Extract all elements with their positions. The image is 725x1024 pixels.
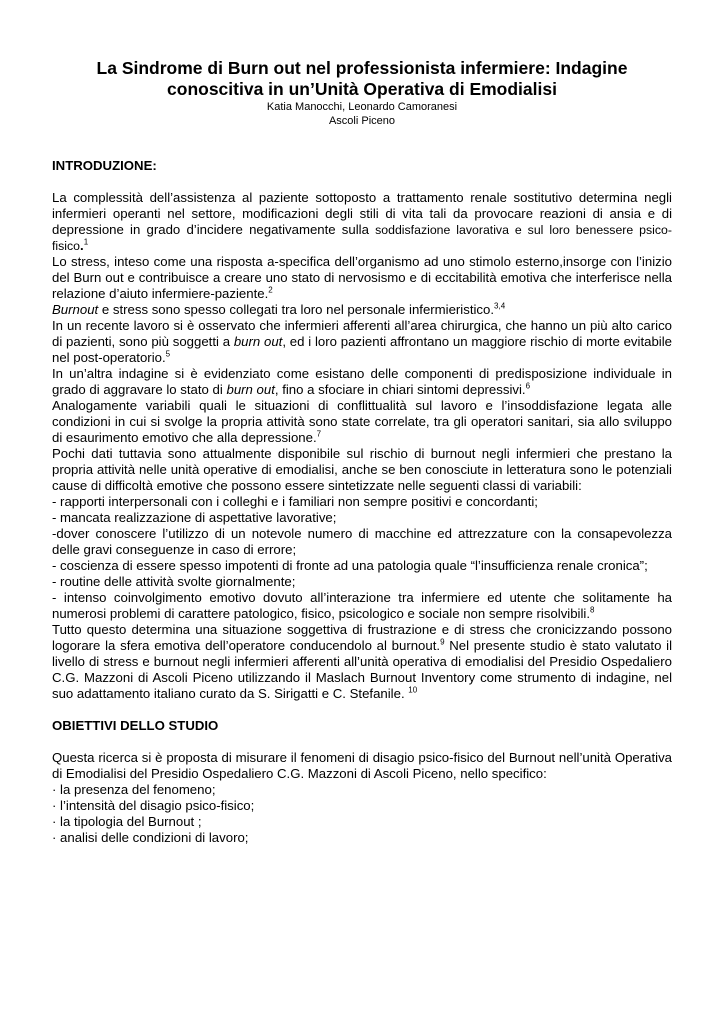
affiliation: Ascoli Piceno [328, 115, 396, 127]
citation-5: 5 [165, 349, 171, 359]
intro-paragraph-1: La complessità dell’assistenza al paziente sottoposto a trattamento renale sostitutivo determina negli infermieri operanti nel settore, modificazioni degli stili di vita tali da provocare reazioni di ansia e di depressione in grado d’incidere negativamente sulla soddisfazione lavorativa e sul loro benessere psico-fisico.$^1$ [52, 190, 672, 253]
section-heading-introduzione: INTRODUZIONE: [52, 158, 157, 173]
title-line-2: conoscitiva in un’Unità Operativa di Emodialisi [167, 79, 557, 99]
variable-list-item-2: - mancata realizzazione di aspettative lavorative; [52, 510, 337, 525]
citation-2: 2 [268, 285, 273, 295]
document-page [52, 58, 672, 846]
citation-6: 6 [525, 381, 531, 391]
citation-10: 10 [408, 685, 418, 695]
intro-paragraph-5: In un’altra indagine si è evidenziato come esistano delle componenti di predisposizione individuale in grado di aggravare lo stato di burn out, fino a sfociare in chiari sintomi depressivi.$^6$ [52, 366, 672, 397]
obiettivi-list [52, 782, 672, 846]
paper-title [52, 58, 672, 100]
intro-paragraph-3: Burnout e stress sono spesso collegati tra loro nel personale infermieristico.$^{3,4}$ [52, 301, 506, 317]
variable-list-item-3: -dover conoscere l’utilizzo di un notevole numero di macchine ed attrezzature con la consapevolezza delle gravi conseguenze in caso di errore; [52, 526, 672, 557]
authors: Katia Manocchi, Leonardo Camoranesi [266, 101, 458, 113]
citation-3-4: 3,4 [494, 301, 506, 311]
citation-1: 1 [83, 237, 89, 247]
citation-7: 7 [316, 429, 322, 439]
intro-paragraph-4: In un recente lavoro si è osservato che infermieri afferenti all’area chirurgica, che hanno un più alto carico di pazienti, sono più soggetti a burn out, ed i loro pazienti affrontano un maggiore rischio di morte evitabile nel post-operatorio.$^5$ [52, 318, 672, 365]
intro-paragraph-6: Analogamente variabili quali le situazioni di conflittualità sul lavoro e l’insoddisfazione legata alle condizioni in cui si svolge la propria attività sono state correlate, tra gli operatori sanitari, sia allo sviluppo di esaurimento emotivo che alla depressione.$^7$ [52, 398, 672, 445]
obiettivi-paragraph: Questa ricerca si è proposta di misurare il fenomeni di disagio psico-fisico del Burnout nell’unità Operativa di Emodialisi del Presidio Ospedaliero C.G. Mazzoni di Ascoli Piceno, nello specifico: [52, 750, 672, 781]
variable-list-item-6: - intenso coinvolgimento emotivo dovuto all’interazione tra infermiere ed utente che solitamente ha numerosi problemi di carattere patologico, fisico, psicologico e sociale non sempre risolvibili.$^8$ [52, 590, 672, 621]
intro-paragraph-8: Tutto questo determina una situazione soggettiva di frustrazione e di stress che cronicizzando possono logorare la sfera emotiva dell’operatore conducendolo al burnout.$^9$ Nel presente studio è stato valutato il livello di stress e burnout negli infermieri afferenti all’unità operativa di emodialisi del Presidio Ospedaliero C.G. Mazzoni di Ascoli Piceno utilizzando il Maslach Burnout Inventory come strumento di indagine, nel suo adattamento italiano curato da S. Sirigatti e C. Stefanile. $^{10}$ [52, 622, 673, 701]
variable-list-item-1: - rapporti interpersonali con i colleghi e i familiari non sempre positivi e concordanti; [52, 494, 538, 509]
citation-9: 9 [440, 637, 445, 647]
title-line-1: La Sindrome di Burn out nel professionista infermiere: Indagine [96, 58, 628, 78]
citation-8: 8 [590, 605, 595, 615]
variable-list-item-4: - coscienza di essere spesso impotenti di fronte ad una patologia quale “l’insufficienza renale cronica”; [52, 558, 648, 573]
obiettivi-item-4: · analisi delle condizioni di lavoro; [52, 830, 249, 845]
obiettivi-item-1: · la presenza del fenomeno; [52, 782, 216, 797]
obiettivi-item-3: · la tipologia del Burnout ; [52, 814, 202, 829]
intro-paragraph-7: Pochi dati tuttavia sono attualmente disponibile sul rischio di burnout negli infermieri che prestano la propria attività nelle unità operative di emodialisi, anche se ben conosciute in letteratura sono le potenziali cause di difficoltà emotive che possono essere sintetizzate nelle seguenti classi di variabili: [52, 446, 672, 493]
intro-paragraph-2: Lo stress, inteso come una risposta a-specifica dell’organismo ad uno stimolo esterno,insorge con l’inizio del Burn out e contribuisce a creare uno stato di nervosismo e di eccitabilità emotiva che interferisce nella relazione d’aiuto infermiere-paziente.$^2$ [52, 254, 672, 301]
variable-list-item-5: - routine delle attività svolte giornalmente; [52, 574, 296, 589]
section-heading-obiettivi: OBIETTIVI DELLO STUDIO [52, 718, 219, 733]
obiettivi-item-2: · l’intensità del disagio psico-fisico; [52, 798, 255, 813]
